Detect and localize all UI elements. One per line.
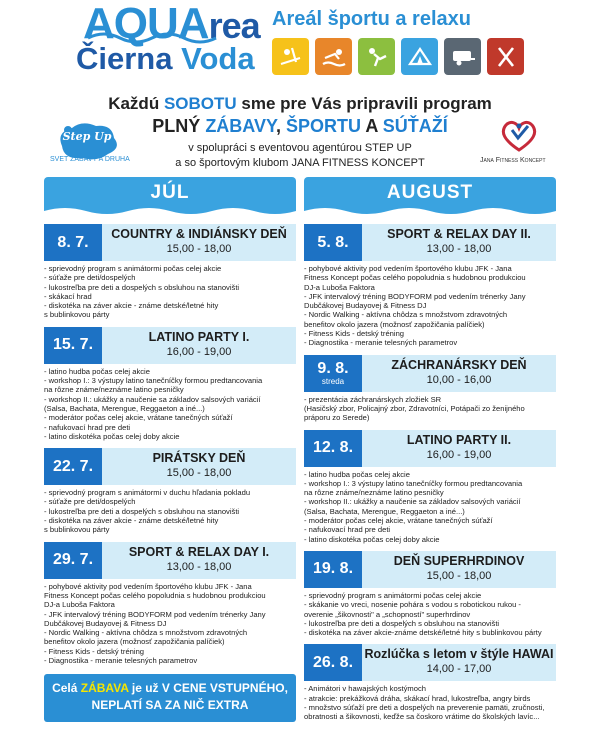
program-item: - diskotéka na záver akcie - známe detské/letné hity: [44, 516, 219, 526]
august-header: [304, 177, 556, 217]
event-program: [44, 264, 296, 320]
program-item: - súťaže pre deti/dospelých: [44, 273, 136, 283]
event-date: [44, 448, 102, 485]
event-date: [304, 644, 362, 681]
caravan-icon: [444, 38, 481, 75]
intro-line-3: v spolupráci s eventovou agentúrou STEP UP: [188, 142, 412, 154]
august-event-list: [304, 224, 556, 722]
program-item: - diskotéka na záver akcie-známe detské/letné hity s bublinkovou párty: [304, 628, 542, 638]
program-item: - atrakcie: prekážková dráha, skákací hrad, lukostreľba, angry birds: [304, 693, 531, 703]
event-date: [304, 355, 362, 392]
event-header: [304, 430, 556, 467]
event-time: 16,00 - 19,00: [426, 448, 492, 461]
program-item: - množstvo súťaží pre deti a dospelých na preverenie pamäti, zručnosti,: [304, 703, 545, 713]
program-item: Dubčákovej Budayovej & Fitness DJ: [304, 301, 427, 311]
program-item: obratnosti a šikovnosti, keďže sa čoskoro vrátime do školských lavíc...: [304, 712, 540, 722]
event-date-text: 5. 8.: [317, 233, 349, 251]
program-item: práporu zo Serede): [304, 413, 370, 423]
stepup-logo-text: Step Up: [62, 130, 112, 143]
tagline: Areál športu a relaxu: [272, 8, 471, 30]
program-item: (Salsa, Bachata, Merengue, Reggaeton a iné...): [44, 403, 205, 413]
jana-logo[interactable]: [498, 118, 540, 154]
event-date: [44, 327, 102, 364]
event-time: 16,00 - 19,00: [166, 345, 232, 358]
july-event-list: [44, 224, 296, 665]
program-item: - workshop II.: ukážky a naučenie sa základov salsových variácií: [44, 394, 261, 404]
program-item: - workshop I.: 3 výstupy latino tanečníčky formou predtancovania: [304, 478, 523, 488]
program-item: - moderátor počas celej akcie, vrátane tanečných súťaží: [44, 413, 233, 423]
program-item: - diskotéka na záver akcie - známe detské/letné hity: [44, 301, 219, 311]
event-time: 15,00 - 18,00: [166, 243, 232, 255]
program-item: - Fitness Kids - detský tréning: [44, 646, 145, 656]
program-item: s bublinkovou párty: [44, 525, 110, 535]
program-item: na rôzne známe/neznáme latino pesničky: [44, 385, 184, 395]
stepup-caption: SVET ZÁBAVY A DRUHA: [50, 156, 130, 163]
event-header: [304, 551, 556, 588]
event: [304, 644, 556, 721]
event-time: 10,00 - 16,00: [426, 373, 492, 386]
event-date-text: 8. 7.: [57, 233, 89, 251]
program-item: - Nordic Walking - aktívna chôdza s množstvom zdravotných: [44, 628, 248, 638]
event-program: [44, 582, 296, 666]
program-item: - latino hudba počas celej akcie: [304, 469, 410, 479]
sports-icon: [358, 38, 395, 75]
program-item: - skákací hrad: [44, 291, 92, 301]
event: [304, 551, 556, 637]
program-item: benefitov okolo jazera (možnosť zapožičania palíčiek): [44, 637, 225, 647]
event-header: [44, 224, 296, 261]
july-header: [44, 177, 296, 217]
event-date: [304, 430, 362, 467]
event-date: [44, 224, 102, 261]
event-header: [44, 448, 296, 485]
intro-line-4: a so športovým klubom JANA FITNESS KONCEPT: [175, 157, 425, 169]
event-info: [102, 327, 296, 364]
program-item: - Diagnostika - meranie telesných parametrov: [44, 656, 198, 666]
event-date: [304, 224, 362, 261]
event-info: [362, 355, 556, 392]
event-title: ZÁCHRANÁRSKY DEŇ: [391, 357, 527, 372]
event-info: [362, 430, 556, 467]
event-date-text: 26. 8.: [312, 653, 354, 671]
event: [44, 224, 296, 320]
event-header: [44, 542, 296, 579]
program-item: - skákanie vo vreci, nosenie pohára s vodou s robotickou rukou -: [304, 600, 521, 610]
event-time: 15,00 - 18,00: [166, 467, 232, 480]
program-item: benefitov okolo jazera (možnosť zapožičania palíčiek): [304, 319, 485, 329]
july-column: [44, 177, 296, 722]
event: [304, 224, 556, 348]
program-item: overenie „šikovnosti" a „schopností" superhrdinov: [304, 609, 471, 619]
month-title: JÚL: [150, 182, 190, 203]
program-item: - lukostreľba pre deti a dospelých s obsluhou na stanovišti: [304, 618, 500, 628]
program-item: - sprievodný program s animátormi počas celej akcie: [44, 264, 222, 273]
program-item: - latino hudba počas celej akcie: [44, 366, 150, 376]
program-item: (Hasičský zbor, Policajný zbor, Zdravotníci, Potápači zo ženijného: [304, 403, 525, 413]
event-date: [44, 542, 102, 579]
program-item: - Animátori v hawajských kostýmoch: [304, 684, 426, 694]
program-item: - lukostreľba pre deti a dospelých s obsluhou na stanovišti: [44, 506, 240, 516]
event-date: [304, 551, 362, 588]
camping-icon: [401, 38, 438, 75]
event-program: [304, 470, 556, 544]
jana-caption: Jana Fitness Koncept: [480, 157, 546, 164]
program-item: - Nordic Walking - aktívna chôdza s množstvom zdravotných: [304, 310, 508, 320]
event-date-text: 12. 8.: [312, 439, 354, 457]
event-date-text: 9. 8.: [317, 359, 349, 377]
event-info: [362, 644, 556, 681]
program-item: DJ-a Luboša Faktora: [304, 282, 375, 292]
program-item: Fitness Koncept počas celého popoludnia s hudobnou produkciou: [304, 273, 526, 283]
event-title: LATINO PARTY II.: [406, 432, 512, 447]
intro-line-2: PLNÝ ZÁBAVY, ŠPORTU A SÚŤAŽÍ: [152, 116, 448, 136]
sunbathing-icon: [272, 38, 309, 75]
program-item: s bublinkovou párty: [44, 310, 110, 320]
event-date-text: 19. 8.: [312, 560, 354, 578]
event-title: LATINO PARTY I.: [148, 329, 250, 344]
program-item: - pohybové aktivity pod vedením športového klubu JFK - Jana: [304, 264, 512, 273]
program-item: - súťaže pre deti/dospelých: [44, 497, 136, 507]
event-header: [304, 644, 556, 681]
event-title: PIRÁTSKY DEŇ: [152, 451, 246, 466]
event: [304, 430, 556, 544]
program-item: - pohybové aktivity pod vedením športového klubu JFK - Jana: [44, 581, 252, 591]
program-item: - nafukovací hrad pre deti: [44, 422, 131, 432]
event: [44, 542, 296, 666]
program-item: - lukostreľba pre deti a dospelých s obsluhou na stanovišti: [44, 282, 240, 292]
event-title: SPORT & RELAX DAY I.: [128, 544, 270, 559]
event-header: [304, 355, 556, 392]
activity-icons: [272, 38, 524, 75]
event-date-text: 29. 7.: [52, 551, 94, 569]
program-item: - latino diskotéka počas celej doby akcie: [44, 431, 180, 441]
event-title: COUNTRY & INDIÁNSKY DEŇ: [111, 227, 287, 241]
brand-logo[interactable]: AQUArea: [83, 0, 260, 48]
event-info: [362, 551, 556, 588]
event: [44, 327, 296, 441]
event-program: [304, 264, 556, 348]
program-item: - Diagnostika - meranie telesných parametrov: [304, 338, 458, 348]
program-item: (Salsa, Bachata, Merengue, Reggaeton a iné...): [304, 506, 465, 516]
brand-logo-sub: Čierna Voda: [76, 41, 255, 76]
program-item: - Fitness Kids - detský tréning: [304, 329, 405, 339]
program-item: - nafukovací hrad pre deti: [304, 525, 391, 535]
event-program: [44, 488, 296, 534]
event: [44, 448, 296, 534]
event-weekday: streda: [321, 376, 345, 386]
program-item: na rôzne známe/neznáme latino pesničky: [304, 488, 444, 498]
program-item: - latino diskotéka počas celej doby akcie: [304, 534, 440, 544]
event-date-text: 15. 7.: [52, 336, 94, 354]
event-info: [362, 224, 556, 261]
header: [0, 0, 600, 172]
event-date-text: 22. 7.: [52, 457, 94, 475]
event-time: 13,00 - 18,00: [166, 560, 232, 573]
program-item: DJ-a Luboša Faktora: [44, 600, 115, 610]
event-time: 13,00 - 18,00: [426, 243, 492, 255]
program-item: - workshop I.: 3 výstupy latino tanečníčky formou predtancovania: [44, 376, 263, 386]
august-column: [304, 177, 556, 722]
event-header: [304, 224, 556, 261]
swimming-icon: [315, 38, 352, 75]
event-info: [102, 542, 296, 579]
event-title: DEŇ SUPERHRDINOV: [393, 553, 525, 568]
program-item: - prezentácia záchranárskych zložiek SR: [304, 394, 442, 404]
event-program: [44, 367, 296, 441]
event-header: [44, 327, 296, 364]
event: [304, 355, 556, 423]
program-item: Fitness Koncept počas celého popoludnia s hudobnou produkciou: [44, 590, 266, 600]
event-program: [304, 395, 556, 423]
intro-line-1: Každú SOBOTU sme pre Vás pripravili program: [108, 94, 492, 113]
price-banner: Celá ZÁBAVA je už V CENE VSTUPNÉHO, NEPLATÍ SA ZA NIČ EXTRA: [44, 674, 296, 722]
program-item: - moderátor počas celej akcie, vrátane tanečných súťaží: [304, 516, 493, 526]
program-item: Dubčákovej Budayovej & Fitness DJ: [44, 618, 167, 628]
event-info: [102, 224, 296, 261]
program-item: - sprievodný program s animátormi v duchu hľadania pokladu: [44, 488, 251, 498]
restaurant-icon: [487, 38, 524, 75]
event-title: SPORT & RELAX DAY II.: [387, 227, 531, 241]
month-title: AUGUST: [386, 182, 474, 203]
event-title: Rozlúčka s letom v štýle HAWAI: [364, 647, 554, 662]
wave-decoration: [44, 205, 296, 217]
event-time: 14,00 - 17,00: [426, 663, 492, 676]
program-item: - JFK intervalový tréning BODYFORM pod vedením trénerky Jany: [304, 291, 526, 301]
program-item: - sprievodný program s animátormi počas celej akcie: [304, 590, 482, 600]
program-item: - JFK intervalový tréning BODYFORM pod vedením trénerky Jany: [44, 609, 266, 619]
event-program: [304, 684, 556, 721]
event-time: 15,00 - 18,00: [426, 569, 492, 582]
wave-decoration: [304, 205, 556, 217]
event-info: [102, 448, 296, 485]
program-item: - workshop II.: ukážky a naučenie sa základov salsových variácií: [304, 497, 521, 507]
event-program: [304, 591, 556, 637]
